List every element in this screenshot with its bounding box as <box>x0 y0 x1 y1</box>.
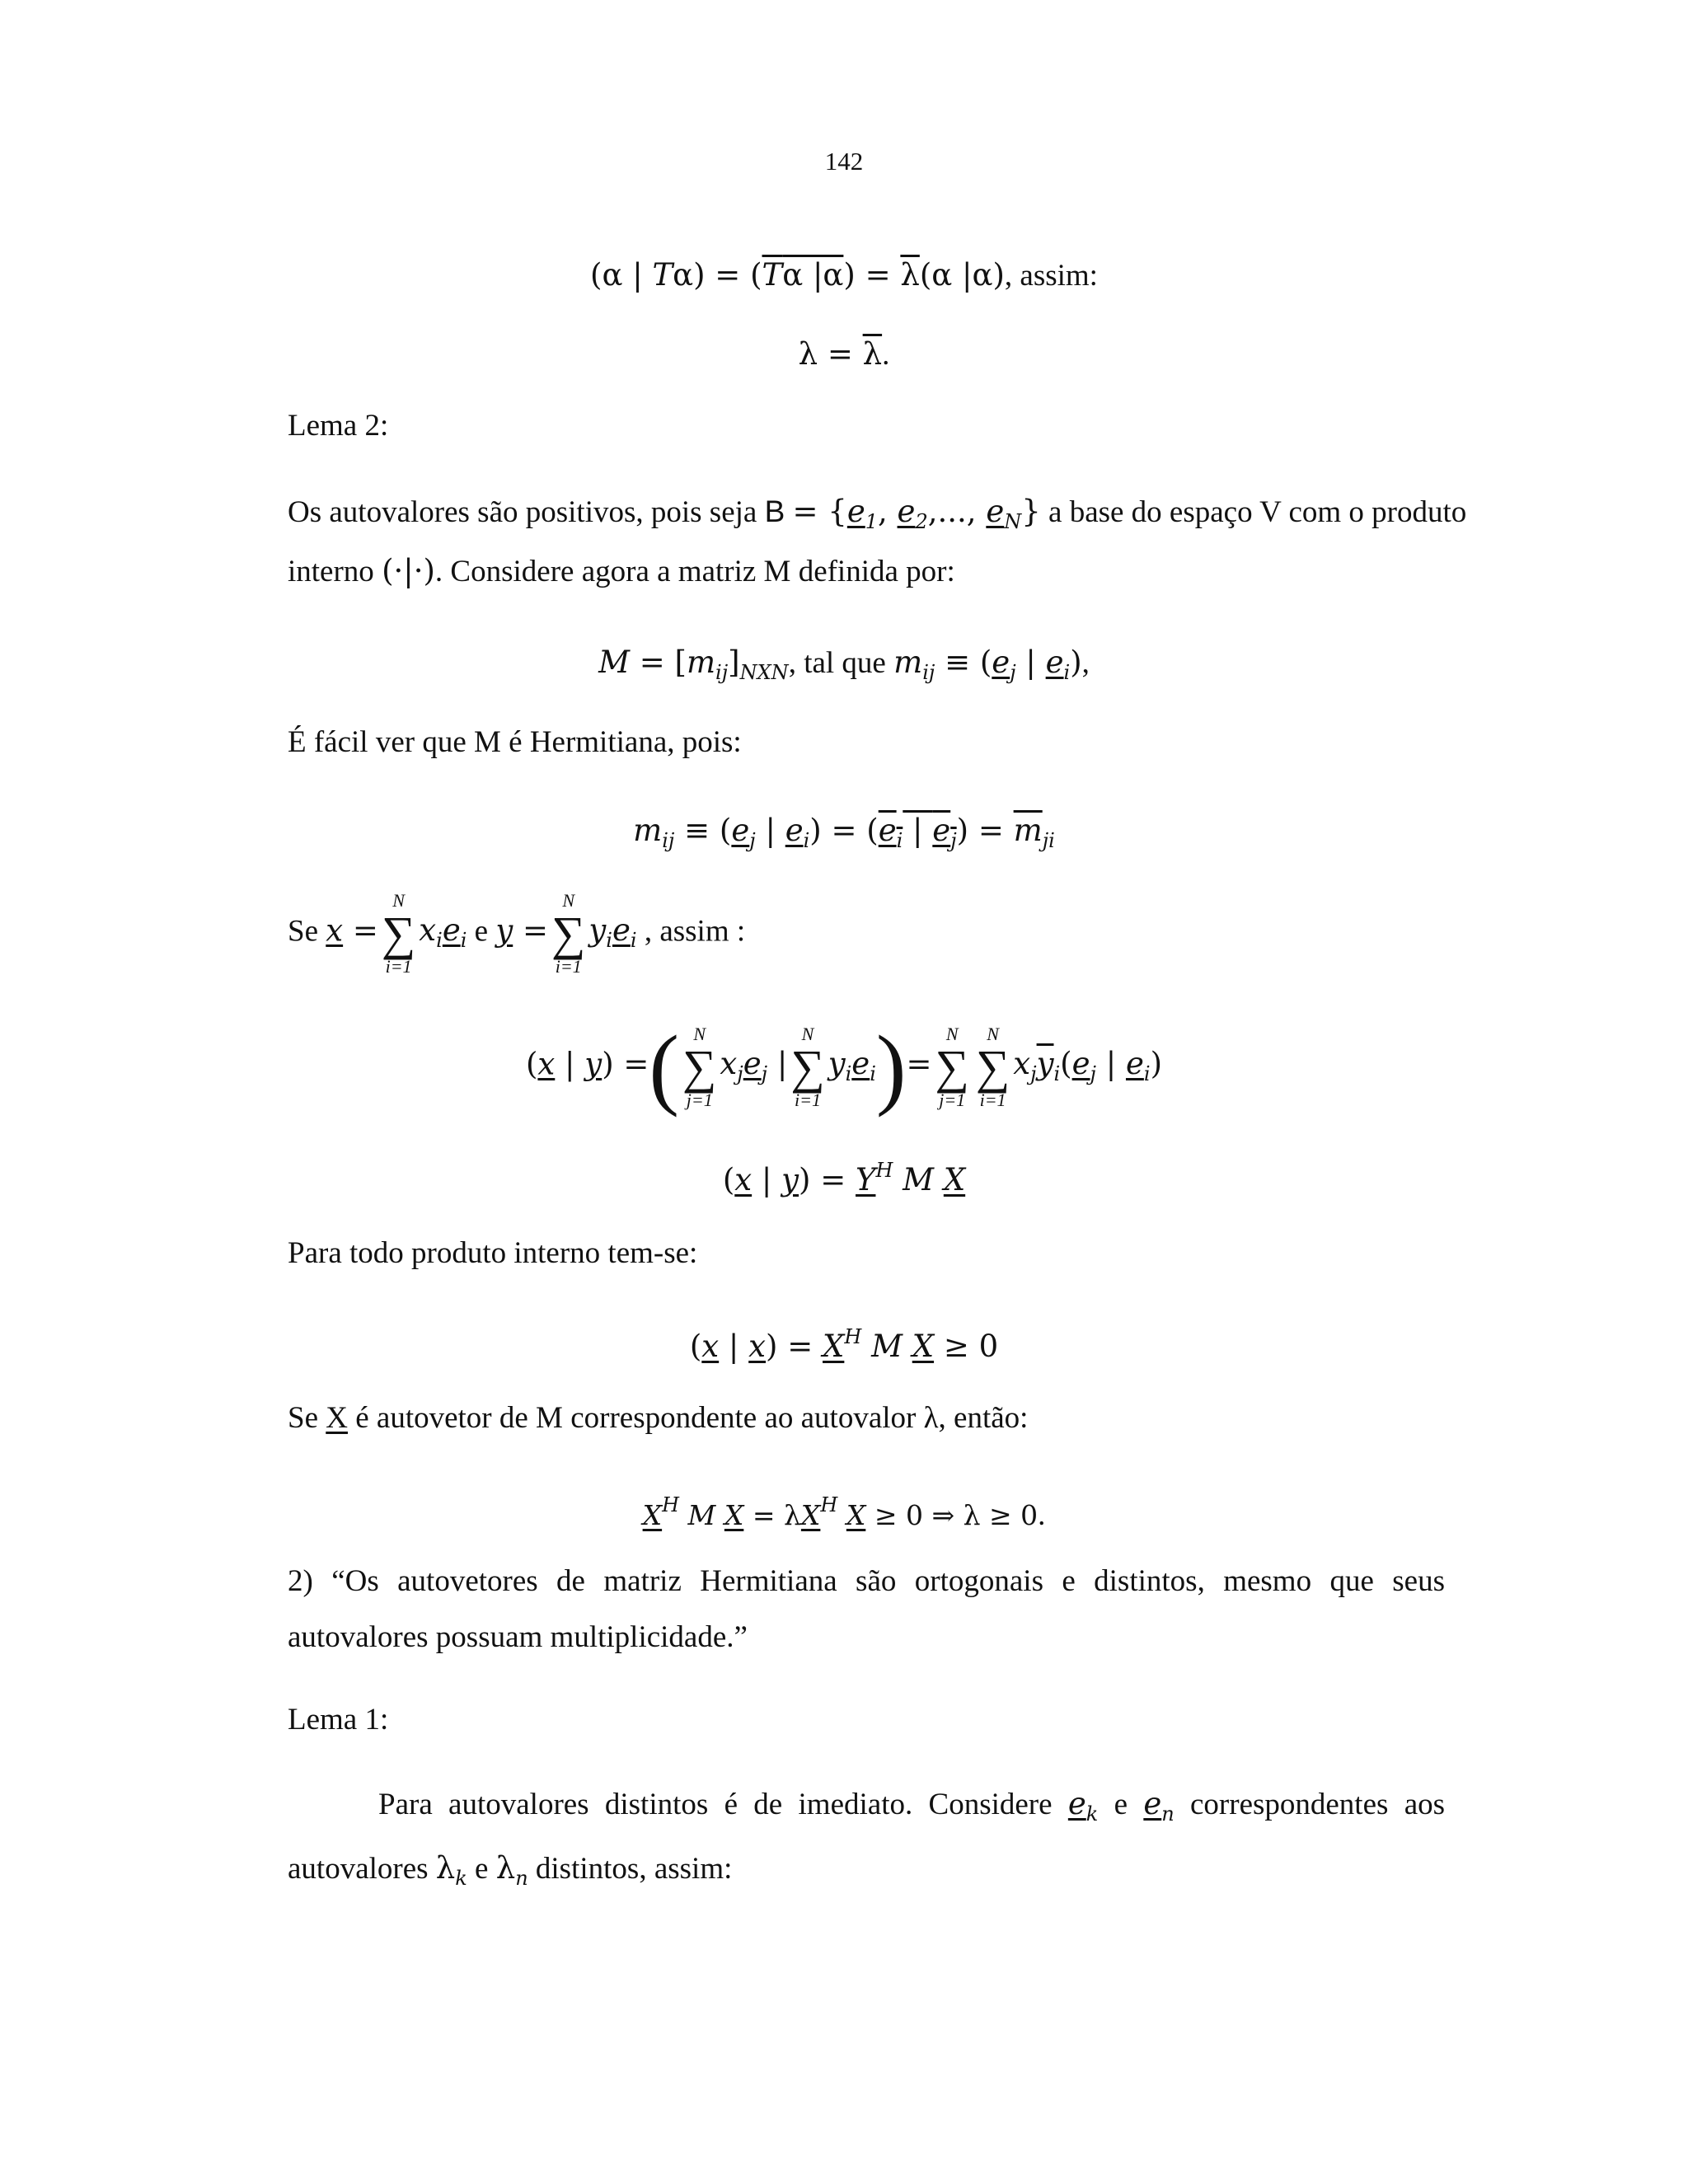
page-number: 142 <box>824 147 864 176</box>
equation-inner-product-expansion: (x | y) =( N ∑ j=1 $x_je_j$ | N ∑ i=1 $y_ie_i)=$ N ∑ j=1 N ∑ i=1 $x_j\overline{y}_i(e_j$ | $e_i$) <box>525 1017 1162 1118</box>
equation-hermitian: $m_{ij} \equiv (e_j$ | $e_i) = (e_i$ | $e_j) = \overline{m}_{ji}$ <box>633 813 1055 852</box>
proposition-2-line-1: 2) “Os autovetores de matriz Hermitiana são ortogonais e distintos, mesmo que seus <box>288 1564 1445 1598</box>
equation-eigenvalue-positive: $X^H$ M $X = \lambda X^H$ X ≥ 0 ⇒ λ ≥ 0. <box>642 1493 1046 1532</box>
equation-matrix-form: (x | $y) = Y^H$ M X <box>722 1159 966 1197</box>
vector-expansion: Se x = N ∑ i=1 $x_ie_i$ e y = N ∑ i=1 $y_ie_i$ , assim : <box>288 890 746 977</box>
equation-positive-definite: (x | $x) = X^H$ M X ≥ 0 <box>689 1325 999 1364</box>
basis-symbol: B <box>764 494 785 528</box>
paragraph-1-line-1: Os autovalores são positivos, pois seja $B = \{e_1$, $e_2$,..., $e_N$} a base do espaço V com o produto <box>288 494 1467 533</box>
last-paragraph-line-1: Para autovalores distintos é de imediato. Considere $e_k$ e $e_n$ correspondentes aos <box>378 1786 1446 1825</box>
equation-conjugate-symmetry: (α | Tα) = (Tα $|\alpha) = \overline{\lambda}(\alpha$ |α), assim: <box>590 257 1098 293</box>
inner-product-statement: Para todo produto interno tem-se: <box>288 1236 698 1270</box>
equation-lambda-real: $\lambda = \overline{\lambda}$. <box>798 336 890 372</box>
equation-matrix-definition: $M = [m_{ij}]_{NXN}$, tal que $m_{ij} \equiv (e_j$ | $e_i$), <box>598 644 1090 684</box>
eigenvector-statement: Se X é autovetor de M correspondente ao autovalor λ, então: <box>288 1401 1029 1435</box>
equation-suffix: , assim: <box>1004 259 1098 293</box>
paragraph-1-line-2: interno (·|·). Considere agora a matriz M definida por: <box>288 553 955 588</box>
last-paragraph-line-2: autovalores $\lambda_k$ e $\lambda_n$ distintos, assim: <box>288 1850 733 1890</box>
hermitian-statement: É fácil ver que M é Hermitiana, pois: <box>288 725 742 759</box>
proposition-2-line-2: autovalores possuam multiplicidade.” <box>288 1620 748 1654</box>
lema1-title: Lema 1: <box>288 1703 389 1736</box>
lema2-title: Lema 2: <box>288 409 389 443</box>
